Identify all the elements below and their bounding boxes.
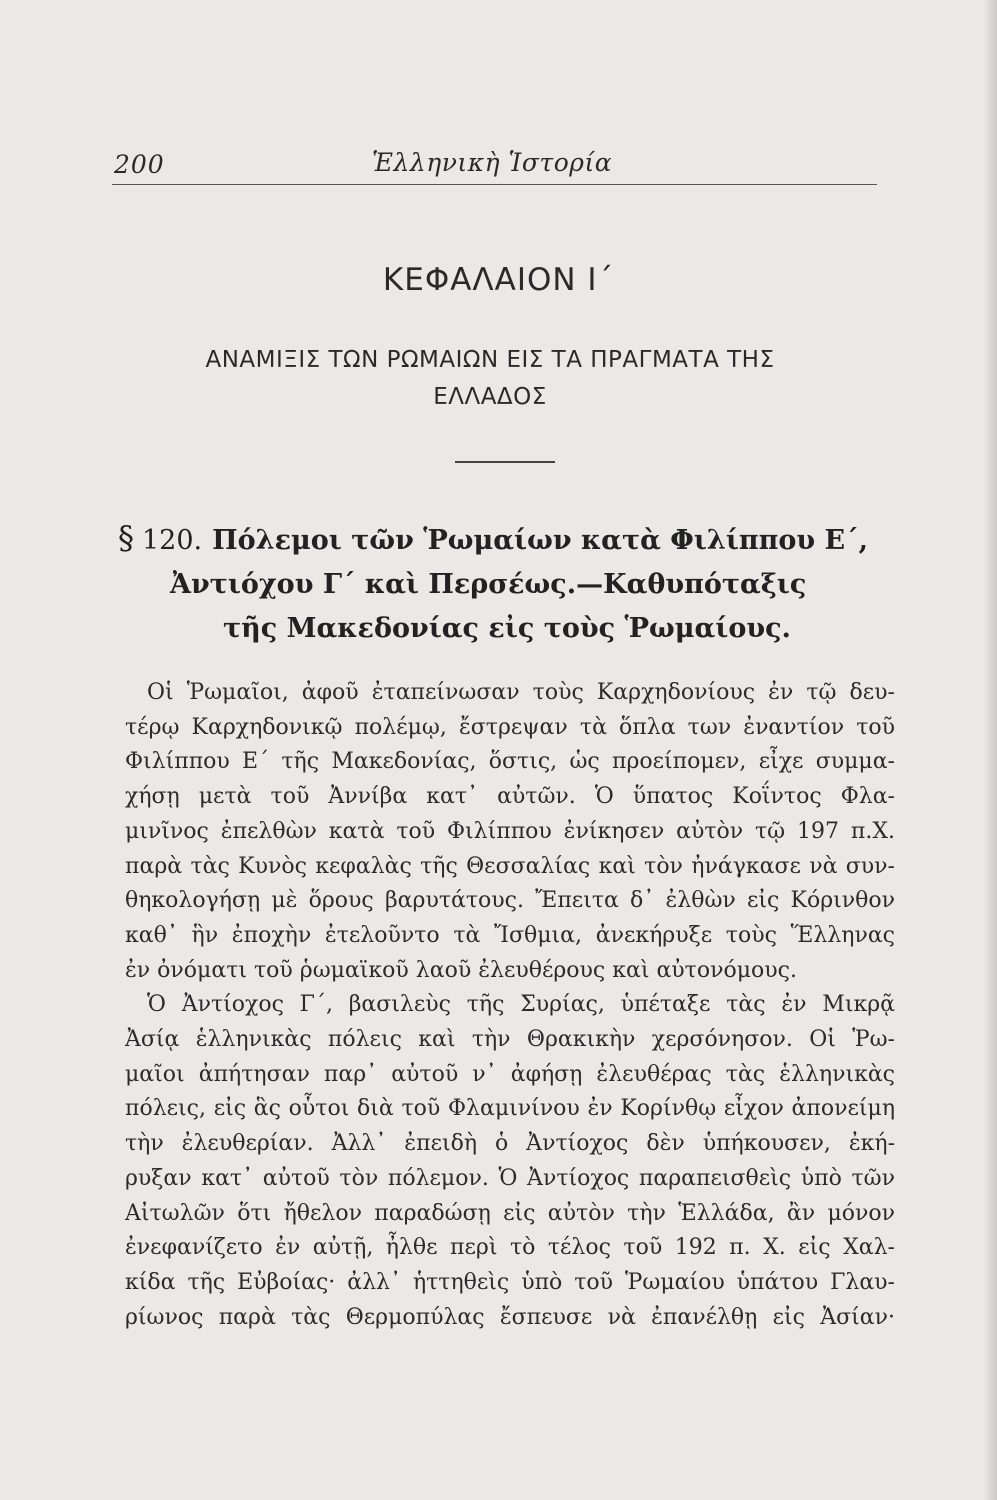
section-heading-line: Ἀντιόχου Γ΄ καὶ Περσέως.—Καθυπόταξις <box>170 569 807 600</box>
body-text <box>125 676 895 1335</box>
section-heading <box>118 516 888 651</box>
text-line: τὴν ἐλευθερίαν. Ἀλλ᾽ ἐπειδὴ ὁ Ἀντίοχος δὲν ὑπήκουσεν, ἐκή- <box>125 1131 895 1157</box>
chapter-subtitle: ΑΝΑΜΙΞΙΣ ΤΩΝ ΡΩΜΑΙΩΝ ΕΙΣ ΤΑ ΠΡΑΓΜΑΤΑ ΤΗΣ ΕΛΛΑΔΟΣ <box>205 347 775 410</box>
text-line: πόλεις, εἰς ἃς οὗτοι διὰ τοῦ Φλαμινίνου ἐν Κορίνθῳ εἶχον ἀπονείμη <box>125 1096 895 1122</box>
text-line: ἐν ὀνόματι τοῦ ῥωμαϊκοῦ λαοῦ ἐλευθέρους καὶ αὐτονόμους. <box>125 957 797 983</box>
page-header <box>112 148 877 185</box>
text-line: κίδα τῆς Εὐβοίας· ἀλλ᾽ ἡττηθεὶς ὑπὸ τοῦ Ῥωμαίου ὑπάτου Γλαυ- <box>125 1269 895 1295</box>
text-line: καθ᾽ ἣν ἐποχὴν ἐτελοῦντο τὰ Ἴσθμια, ἀνεκήρυξε τοὺς Ἕλληνας <box>125 922 895 948</box>
section-mark: § <box>118 519 134 557</box>
text-line: Αἰτωλῶν ὅτι ἤθελον παραδώσῃ εἰς αὐτὸν τὴν Ἑλλάδα, ἂν μόνον <box>125 1200 895 1226</box>
running-title: Ἑλληνικὴ Ἱστορία <box>372 148 613 177</box>
page-edge-shadow <box>983 0 997 1500</box>
section-heading-line <box>118 516 888 563</box>
text-line: μαῖοι ἀπήτησαν παρ᾽ αὐτοῦ ν᾽ ἀφήσῃ ἐλευθέρας τὰς ἑλληνικὰς <box>125 1061 895 1087</box>
text-line: ρίωνος παρὰ τὰς Θερμοπύλας ἔσπευσε νὰ ἐπανέλθῃ εἰς Ἀσίαν· <box>125 1304 895 1330</box>
text-line: Ἀσίᾳ ἑλληνικὰς πόλεις καὶ τὴν Θρακικὴν χερσόνησον. Οἱ Ῥω- <box>125 1027 895 1053</box>
text-line: παρὰ τὰς Κυνὸς κεφαλὰς τῆς Θεσσαλίας καὶ τὸν ἠνάγκασε νὰ συν- <box>125 853 895 879</box>
page-number: 200 <box>114 150 165 179</box>
section-title-text: Πόλεμοι τῶν Ῥωμαίων κατὰ Φιλίππου Ε΄, <box>212 525 869 556</box>
text-line: ἐνεφανίζετο ἐν αὐτῇ, ἦλθε περὶ τὸ τέλος τοῦ 192 π. Χ. εἰς Χαλ- <box>125 1235 895 1261</box>
text-line: χήσῃ μετὰ τοῦ Ἀννίβα κατ᾽ αὐτῶν. Ὁ ὕπατος Κοΐντος Φλα- <box>125 784 895 810</box>
section-number: 120. <box>142 525 203 556</box>
chapter-title: ΚΕΦΑΛΑΙΟΝ Ι΄ <box>382 262 615 298</box>
section-divider <box>455 461 555 463</box>
text-line: θηκολογήσῃ μὲ ὅρους βαρυτάτους. Ἔπειτα δ᾽ ἐλθὼν εἰς Κόρινθον <box>125 888 895 914</box>
text-line: ρυξαν κατ᾽ αὐτοῦ τὸν πόλεμον. Ὁ Ἀντίοχος παραπεισθεὶς ὑπὸ τῶν <box>125 1165 895 1191</box>
paragraph <box>125 988 895 1335</box>
paragraph <box>125 676 895 988</box>
section-heading-line: τῆς Μακεδονίας εἰς τοὺς Ῥωμαίους. <box>223 613 791 644</box>
text-line: μινῖνος ἐπελθὼν κατὰ τοῦ Φιλίππου ἐνίκησεν αὐτὸν τῷ 197 π.Χ. <box>125 818 895 844</box>
text-line: Ὁ Ἀντίοχος Γ΄, βασιλεὺς τῆς Συρίας, ὑπέταξε τὰς ἐν Μικρᾷ <box>147 992 895 1018</box>
text-line: Οἱ Ῥωμαῖοι, ἀφοῦ ἐταπείνωσαν τοὺς Καρχηδονίους ἐν τῷ δευ- <box>147 680 895 705</box>
text-line: Φιλίππου Ε΄ τῆς Μακεδονίας, ὅστις, ὡς προείπομεν, εἶχε συμμα- <box>125 749 895 775</box>
text-line: τέρῳ Καρχηδονικῷ πολέμῳ, ἔστρεψαν τὰ ὅπλα των ἐναντίον τοῦ <box>125 714 895 740</box>
